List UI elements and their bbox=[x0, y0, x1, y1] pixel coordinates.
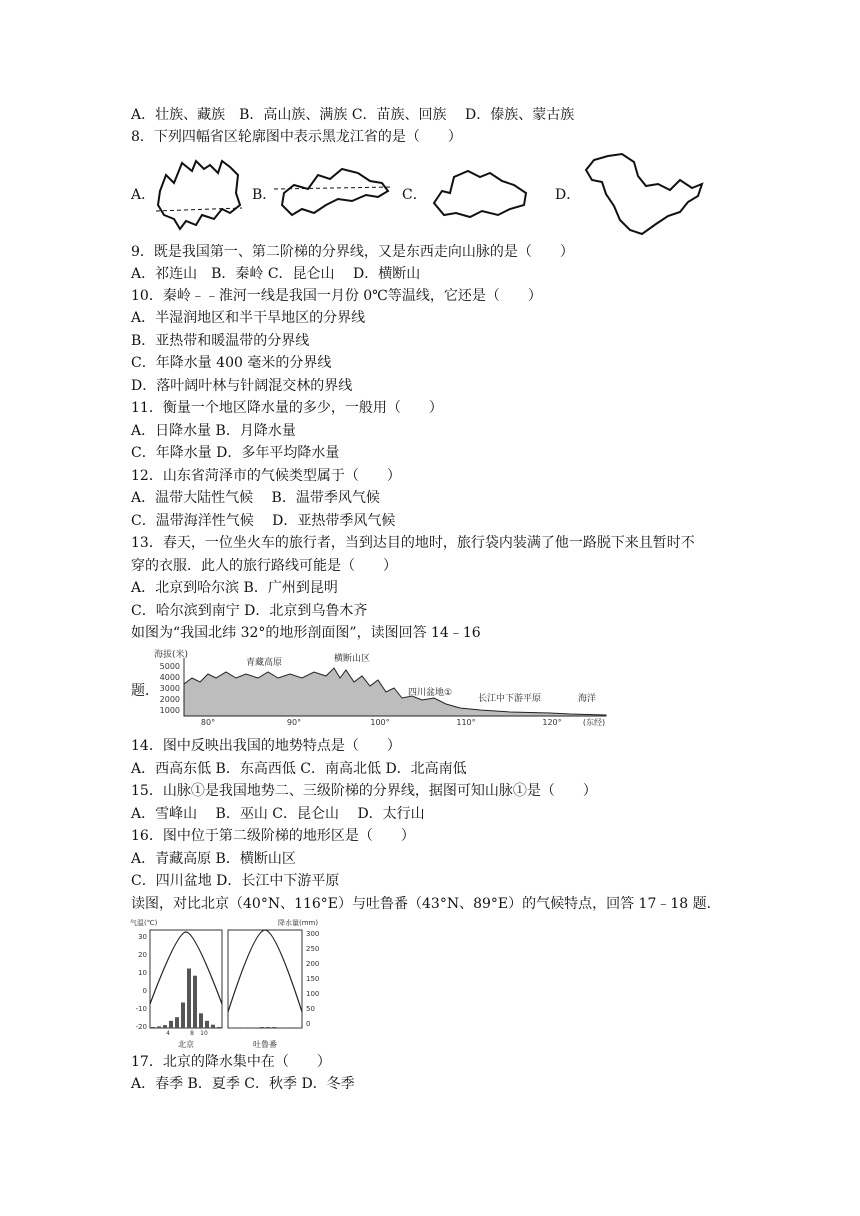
profile-label-sichuan: 四川盆地① bbox=[408, 688, 453, 698]
profile-xunit: (东经) bbox=[582, 718, 606, 726]
q16-option-ab: A．青藏高原 B．横断山区 bbox=[131, 851, 296, 867]
q8-outline-a bbox=[152, 153, 244, 233]
q15-options: A．雪峰山 B．巫山 C．昆仑山 D．太行山 bbox=[131, 806, 425, 822]
beijing-precip-bar bbox=[199, 1013, 203, 1028]
q14-16-intro: 如图为“我国北纬 32°的地形剖面图”，读图回答 14﹣16 bbox=[131, 625, 481, 641]
beijing-precip-bar bbox=[205, 1021, 209, 1028]
turpan-precip-bar bbox=[266, 1027, 270, 1028]
precip-tick: 50 bbox=[306, 1005, 315, 1013]
q14-options: A．西高东低 B．东高西低 C．南高北低 D．北高南低 bbox=[131, 761, 467, 777]
precip-tick: 0 bbox=[306, 1020, 311, 1028]
month-tick: 10 bbox=[200, 1030, 208, 1037]
q9-stem: 9．既是我国第一、第二阶梯的分界线，又是东西走向山脉的是（ ） bbox=[131, 244, 574, 260]
q13-option-cd: C．哈尔滨到南宁 D．北京到乌鲁木齐 bbox=[131, 603, 368, 619]
q11-option-ab: A．日降水量 B．月降水量 bbox=[131, 423, 296, 439]
q17-options: A．春季 B．夏季 C．秋季 D．冬季 bbox=[131, 1076, 355, 1092]
profile-ytick: 1000 bbox=[159, 706, 180, 715]
precip-tick: 250 bbox=[306, 945, 320, 953]
beijing-precip-bar bbox=[187, 969, 191, 1029]
profile-xtick: 100° bbox=[370, 718, 390, 726]
beijing-precip-bar bbox=[163, 1025, 167, 1028]
profile-xtick: 90° bbox=[286, 718, 302, 726]
profile-ylabel: 海拔(米) bbox=[154, 650, 189, 660]
precip-tick: 100 bbox=[306, 990, 320, 998]
q10-stem: 10．秦岭﹣﹣淮河一线是我国一月份 0℃等温线，它还是（ ） bbox=[131, 288, 542, 304]
q13-stem: 13．春天，一位坐火车的旅行者，当到达目的地时，旅行袋内装满了他一路脱下来且暂时不 bbox=[131, 535, 695, 551]
profile-label-hengduan: 横断山区 bbox=[334, 654, 371, 664]
q9-options: A．祁连山 B．秦岭 C．昆仑山 D．横断山 bbox=[131, 266, 421, 282]
temp-tick: 30 bbox=[138, 933, 147, 941]
climate-charts-figure bbox=[128, 916, 324, 1050]
beijing-precip-bar bbox=[217, 1027, 221, 1028]
q8-outline-d bbox=[582, 150, 706, 238]
q11-option-cd: C．年降水量 D．多年平均降水量 bbox=[131, 445, 340, 461]
temp-tick: -20 bbox=[135, 1023, 147, 1031]
turpan-precip-bar bbox=[272, 1027, 276, 1028]
beijing-panel-frame bbox=[150, 930, 222, 1028]
profile-xtick: 80° bbox=[200, 718, 216, 726]
city-label-turpan: 吐鲁番 bbox=[253, 1040, 277, 1049]
month-tick: 4 bbox=[166, 1030, 170, 1037]
profile-ytick: 5000 bbox=[159, 662, 180, 671]
q13-option-ab: A．北京到哈尔滨 B．广州到昆明 bbox=[131, 580, 338, 596]
profile-label-ocean: 海洋 bbox=[578, 694, 597, 704]
precip-tick: 300 bbox=[306, 930, 320, 938]
profile-xtick: 110° bbox=[456, 718, 476, 726]
profile-label-qingzang: 青藏高原 bbox=[246, 658, 283, 668]
beijing-precip-bar bbox=[175, 1017, 179, 1028]
profile-label-changjiang: 长江中下游平原 bbox=[478, 694, 542, 704]
city-label-beijing: 北京 bbox=[178, 1040, 194, 1049]
precip-unit-label: 降水量(mm) bbox=[278, 919, 319, 927]
turpan-temp-curve bbox=[228, 930, 302, 1012]
turpan-precip-bar bbox=[260, 1027, 264, 1028]
beijing-precip-bar bbox=[169, 1021, 173, 1028]
temp-tick: 10 bbox=[138, 969, 147, 977]
q14-stem: 14．图中反映出我国的地势特点是（ ） bbox=[131, 738, 401, 754]
q16-option-cd: C．四川盆地 D．长江中下游平原 bbox=[131, 873, 340, 889]
q15-stem: 15．山脉①是我国地势二、三级阶梯的分界线，据图可知山脉①是（ ） bbox=[131, 783, 597, 799]
q8-option-d-label: D． bbox=[555, 187, 581, 203]
profile-ytick: 4000 bbox=[159, 673, 180, 682]
q17-stem: 17．北京的降水集中在（ ） bbox=[131, 1054, 331, 1070]
q8-stem: 8．下列四幅省区轮廓图中表示黑龙江省的是（ ） bbox=[131, 129, 462, 145]
terrain-profile-figure bbox=[150, 648, 612, 726]
profile-ytick: 2000 bbox=[159, 695, 180, 704]
q10-option-b: B．亚热带和暖温带的分界线 bbox=[131, 333, 310, 349]
q12-stem: 12．山东省菏泽市的气候类型属于（ ） bbox=[131, 468, 401, 484]
temp-tick: 20 bbox=[138, 951, 147, 959]
beijing-precip-bar bbox=[157, 1026, 161, 1028]
temp-unit-label: 气温(℃) bbox=[130, 919, 158, 927]
month-tick: 8 bbox=[190, 1030, 194, 1037]
q10-option-a: A．半湿润地区和半干旱地区的分界线 bbox=[131, 310, 366, 326]
q8-option-a-label: A． bbox=[131, 187, 156, 203]
q14-16-intro-end: 题． bbox=[131, 683, 159, 699]
q12-option-cd: C．温带海洋性气候 D．亚热带季风气候 bbox=[131, 513, 396, 529]
beijing-precip-bar bbox=[211, 1025, 215, 1028]
q8-option-b-label: B． bbox=[252, 187, 277, 203]
q8-outline-c bbox=[428, 163, 532, 221]
q10-option-d: D．落叶阔叶林与针阔混交林的界线 bbox=[131, 378, 353, 394]
q17-18-intro: 读图，对比北京（40°N、116°E）与吐鲁番（43°N、89°E）的气候特点，回答 17﹣18 题． bbox=[131, 896, 721, 912]
q13-stem-cont: 穿的衣服．此人的旅行路线可能是（ ） bbox=[131, 558, 397, 574]
q8-option-c-label: C． bbox=[402, 187, 427, 203]
beijing-precip-bar bbox=[151, 1027, 155, 1028]
profile-xtick: 120° bbox=[542, 718, 562, 726]
temp-tick: -10 bbox=[135, 1005, 147, 1013]
beijing-temp-curve bbox=[150, 932, 222, 1004]
precip-tick: 200 bbox=[306, 960, 320, 968]
q8-outline-b bbox=[272, 163, 394, 221]
temp-tick: 0 bbox=[142, 987, 147, 995]
precip-tick: 150 bbox=[306, 975, 320, 983]
q16-stem: 16．图中位于第二级阶梯的地形区是（ ） bbox=[131, 828, 415, 844]
profile-ytick: 3000 bbox=[159, 684, 180, 693]
q11-stem: 11．衡量一个地区降水量的多少，一般用（ ） bbox=[131, 400, 443, 416]
beijing-precip-bar bbox=[193, 976, 197, 1028]
q10-option-c: C．年降水量 400 毫米的分界线 bbox=[131, 355, 332, 371]
beijing-precip-bar bbox=[181, 1003, 185, 1029]
q7-options: A．壮族、藏族 B．高山族、满族 C．苗族、回族 D．傣族、蒙古族 bbox=[131, 107, 575, 123]
q12-option-ab: A．温带大陆性气候 B．温带季风气候 bbox=[131, 490, 380, 506]
